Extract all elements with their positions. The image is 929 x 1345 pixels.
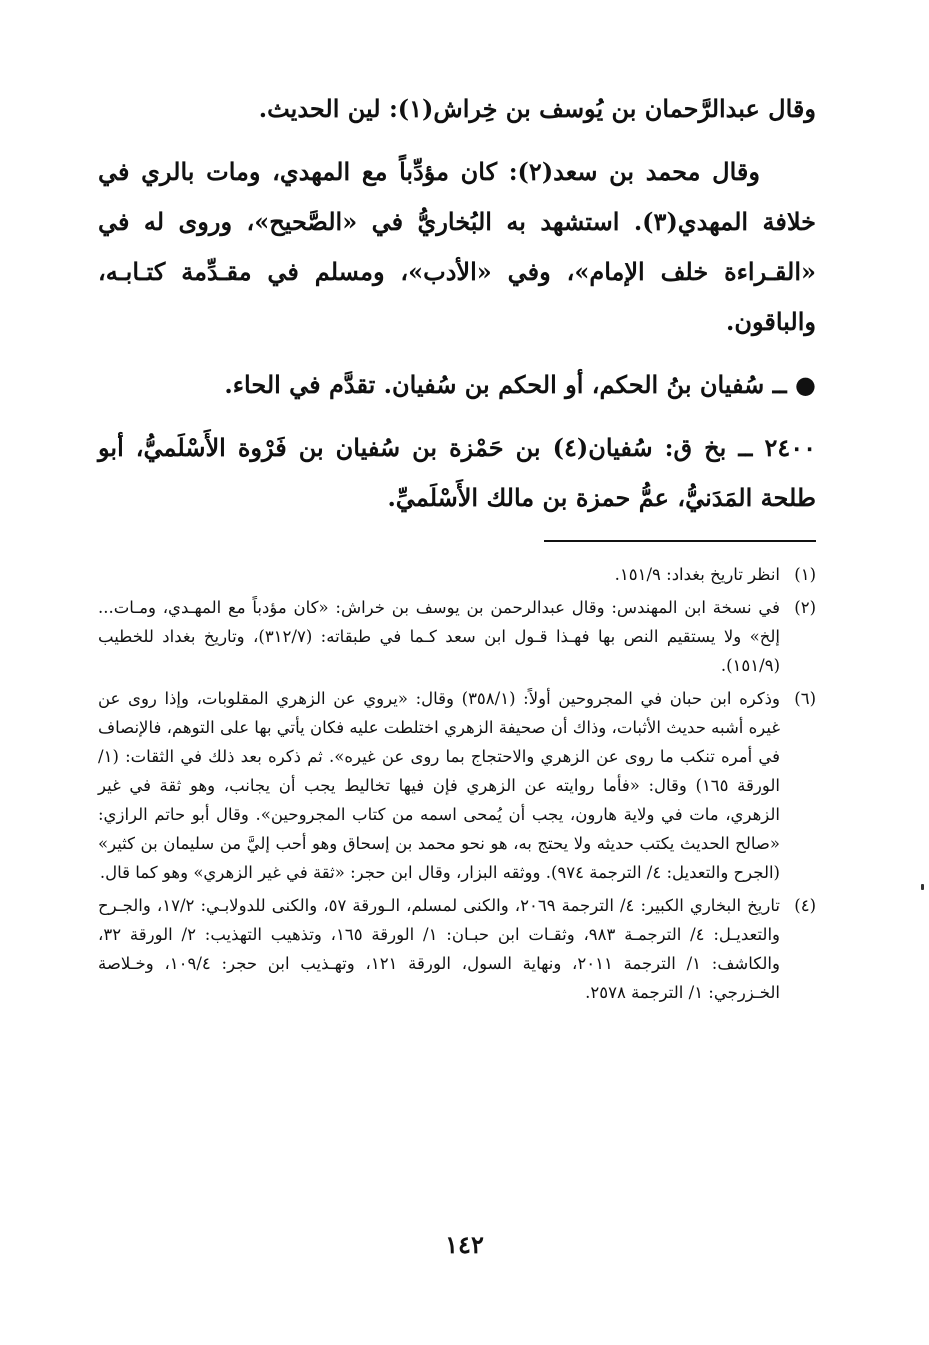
footnotes — [98, 560, 816, 1011]
footnote-number: (٢) — [794, 598, 816, 617]
footnote — [98, 684, 816, 887]
footnote-text: في نسخة ابن المهندس: وقال عبدالرحمن بن يوسف بن خراش: «كان مؤدباً مع المهـدي، ومـات... إلخ» ولا يستقيم النص بها فهـذا قـول ابن سعد كـما في طبقاته: (٣١٢/٧)، وتاريخ بغداد للخطيب (١٥١/٩). — [98, 598, 780, 675]
footnote — [98, 891, 816, 1007]
footnote-number: (١) — [794, 565, 816, 584]
footnote-number: (٤) — [794, 896, 816, 915]
footnote — [98, 593, 816, 680]
cross-reference-entry: ● ــ سُفيان بنُ الحكم، أو الحكم بن سُفيان. تقدَّم في الحاء. — [224, 370, 816, 399]
footnote-text: انظر تاريخ بغداد: ١٥١/٩. — [614, 565, 780, 584]
footnote-text: تاريخ البخاري الكبير: ٤/ الترجمة ٢٠٦٩، والكنى لمسلم، الـورقة ٥٧، والكنى للدولابـي: ١٧/٢، والجـرح والتعديـل: ٤/ الترجمـة ٩٨٣، وثقـات ابن حبـان: ١/ الورقة ١٦٥، وتذهيب التهذيب: ٢/ الورقة ٣٢، والكاشف: ١/ الترجمة ٢٠١١، ونهاية السول، الورقة ١٢١، وتهـذيب ابن حجر: ١٠٩/٤، وخـلاصة الخـزرجي: ١/ الترجمة ٢٥٧٨. — [98, 896, 781, 1002]
page-number: ١٤٢ — [445, 1230, 484, 1259]
footnote-number: (٦) — [794, 689, 816, 708]
scan-mark — [921, 884, 924, 890]
footnote-divider — [544, 540, 816, 542]
footnote — [98, 560, 816, 589]
paragraph-ibn-khirash: وقال عبدالرَّحمان بن يُوسف بن خِراش(١): لين الحديث. — [258, 94, 816, 123]
biography-entry-2400: ٢٤٠٠ ــ بخ ق: سُفيان(٤) بن حَمْزة بن سُفيان بن فَرْوة الأَسْلَميُّ، أبو طلحة المَدَنيُّ، عمُّ حمزة بن مالك الأَسْلَميِّ. — [98, 433, 816, 512]
footnote-text: وذكره ابن حبان في المجروحين أولاً: (٣٥٨/١) وقال: «يروي عن الزهري المقلوبات، وإذا روى عن غيره أشبه حديث الأثبات، وذاك أن صحيفة الزهري اختلطت عليه فكان يأتي بها على التوهم، فالإنصاف في أمره تنكب ما روى عن الزهري والاحتجاج بما روى عن غيره». ثم ذكره بعد ذلك في الثقات: (١/ الورقة ١٦٥) وقال: «فأما روايته عن الزهري فإن فيها تخاليط يجب أن يجانب، وهو ثقة في غير الزهري، مات في ولاية هارون، يجب أن يُمحى اسمه من كتاب المجروحين». وقال أبو حاتم الرازي: «صالح الحديث يكتب حديثه ولا يحتج به، هو نحو محمد بن إسحاق وهو أحب إليَّ من سليمان بن كثير» (الجرح والتعديل: ٤/ الترجمة ٩٧٤). ووثقه البزار، وقال ابن حجر: «ثقة في غير الزهري» وهو كما قال. — [98, 689, 780, 882]
main-text — [98, 84, 816, 523]
paragraph-ibn-saad: وقال محمد بن سعد(٢): كان مؤدِّباً مع المهدي، ومات بالري في خلافة المهدي(٣). استشهد به البُخاريُّ في «الصَّحيح»، وروى له في «القـراءة خلف الإمام»، وفي «الأدب»، ومسلم في مقـدِّمة كتـابـه، والباقون. — [98, 157, 817, 336]
